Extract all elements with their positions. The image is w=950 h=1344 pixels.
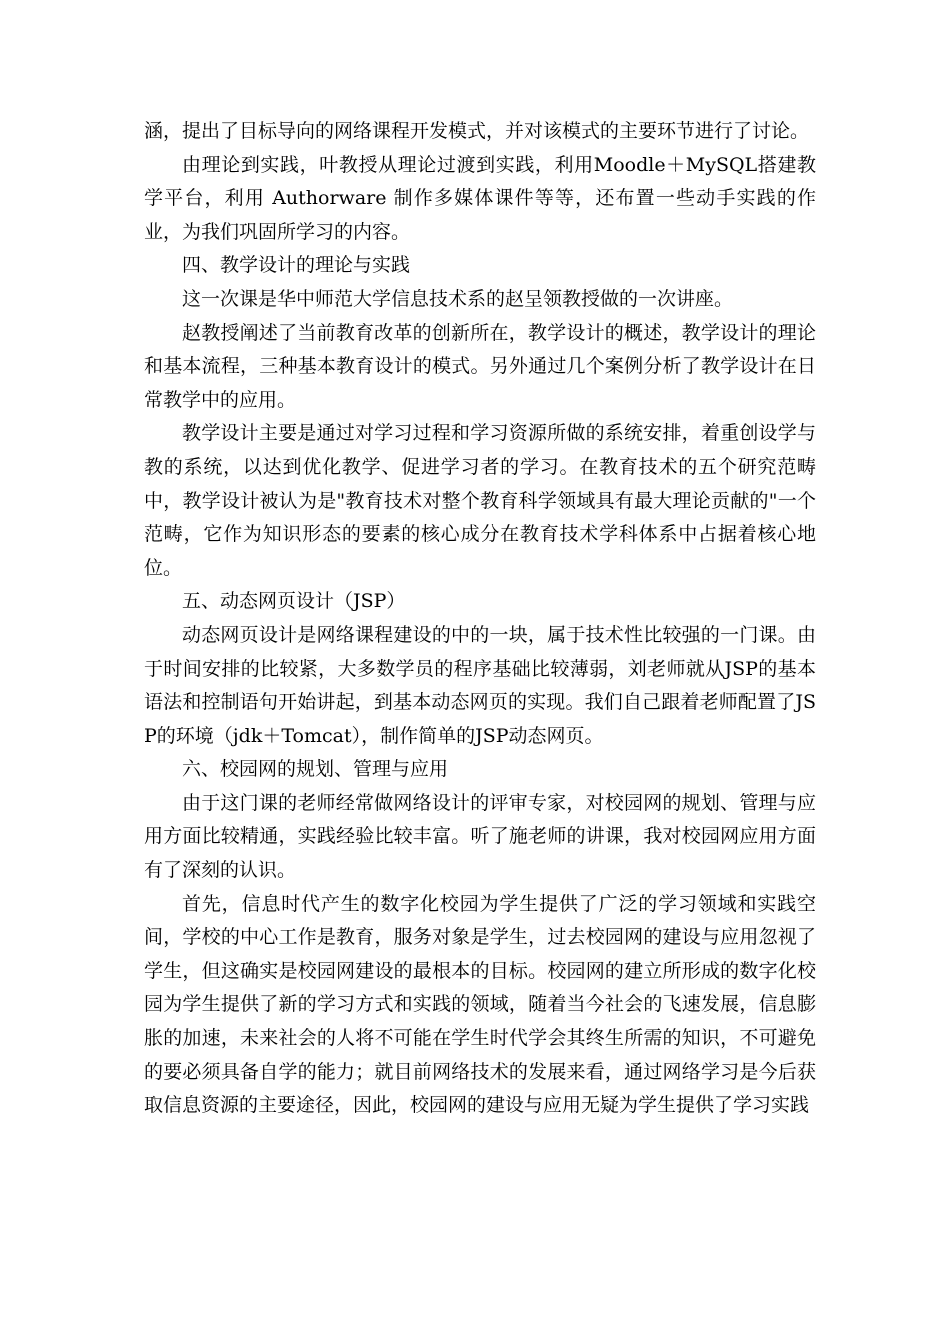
paragraph: 涵，提出了目标导向的网络课程开发模式，并对该模式的主要环节进行了讨论。 [144, 120, 810, 142]
paragraph: 教学设计主要是通过对学习过程和学习资源所做的系统安排，着重创设学与教的系统，以达到优化教学、促进学习者的学习。在教育技术的五个研究范畴中，教学设计被认为是"教育技术对整个教育科学领域具有最大理论贡献的"一个范畴，它作为知识形态的要素的核心成分在教育技术学科体系中占据着核心地位。 [144, 422, 816, 579]
document-body [144, 115, 816, 1123]
section-heading: 四、教学设计的理论与实践 [182, 254, 411, 277]
paragraph: 由理论到实践，叶教授从理论过渡到实践，利用Moodle＋MySQL搭建教学平台，利用 Authorware 制作多媒体课件等等，还布置一些动手实践的作业，为我们巩固所学习的内容。 [144, 153, 816, 243]
paragraph: 赵教授阐述了当前教育改革的创新所在，教学设计的概述，教学设计的理论和基本流程，三种基本教育设计的模式。另外通过几个案例分析了教学设计在日常教学中的应用。 [144, 321, 816, 411]
paragraph: 首先，信息时代产生的数字化校园为学生提供了广泛的学习领域和实践空间，学校的中心工作是教育，服务对象是学生，过去校园网的建设与应用忽视了学生，但这确实是校园网建设的最根本的目标。校园网的建立所形成的数字化校园为学生提供了新的学习方式和实践的领域，随着当今社会的飞速发展，信息膨胀的加速，未来社会的人将不可能在学生时代学会其终生所需的知识，不可避免的要必须具备自学的能力；就目前网络技术的发展来看，通过网络学习是今后获取信息资源的主要途径，因此，校园网的建设与应用无疑为学生提供了学习实践 [144, 892, 816, 1117]
section-heading: 五、动态网页设计（JSP） [182, 590, 406, 613]
paragraph: 动态网页设计是网络课程建设的中的一块，属于技术性比较强的一门课。由于时间安排的比较紧，大多数学员的程序基础比较薄弱，刘老师就从JSP的基本语法和控制语句开始讲起，到基本动态网页的实现。我们自己跟着老师配置了JSP的环境（jdk＋Tomcat），制作简单的JSP动态网页。 [144, 623, 816, 747]
paragraph: 由于这门课的老师经常做网络设计的评审专家，对校园网的规划、管理与应用方面比较精通，实践经验比较丰富。听了施老师的讲课，我对校园网应用方面有了深刻的认识。 [144, 791, 816, 882]
section-heading: 六、校园网的规划、管理与应用 [182, 758, 449, 781]
paragraph: 这一次课是华中师范大学信息技术系的赵呈领教授做的一次讲座。 [182, 287, 734, 310]
